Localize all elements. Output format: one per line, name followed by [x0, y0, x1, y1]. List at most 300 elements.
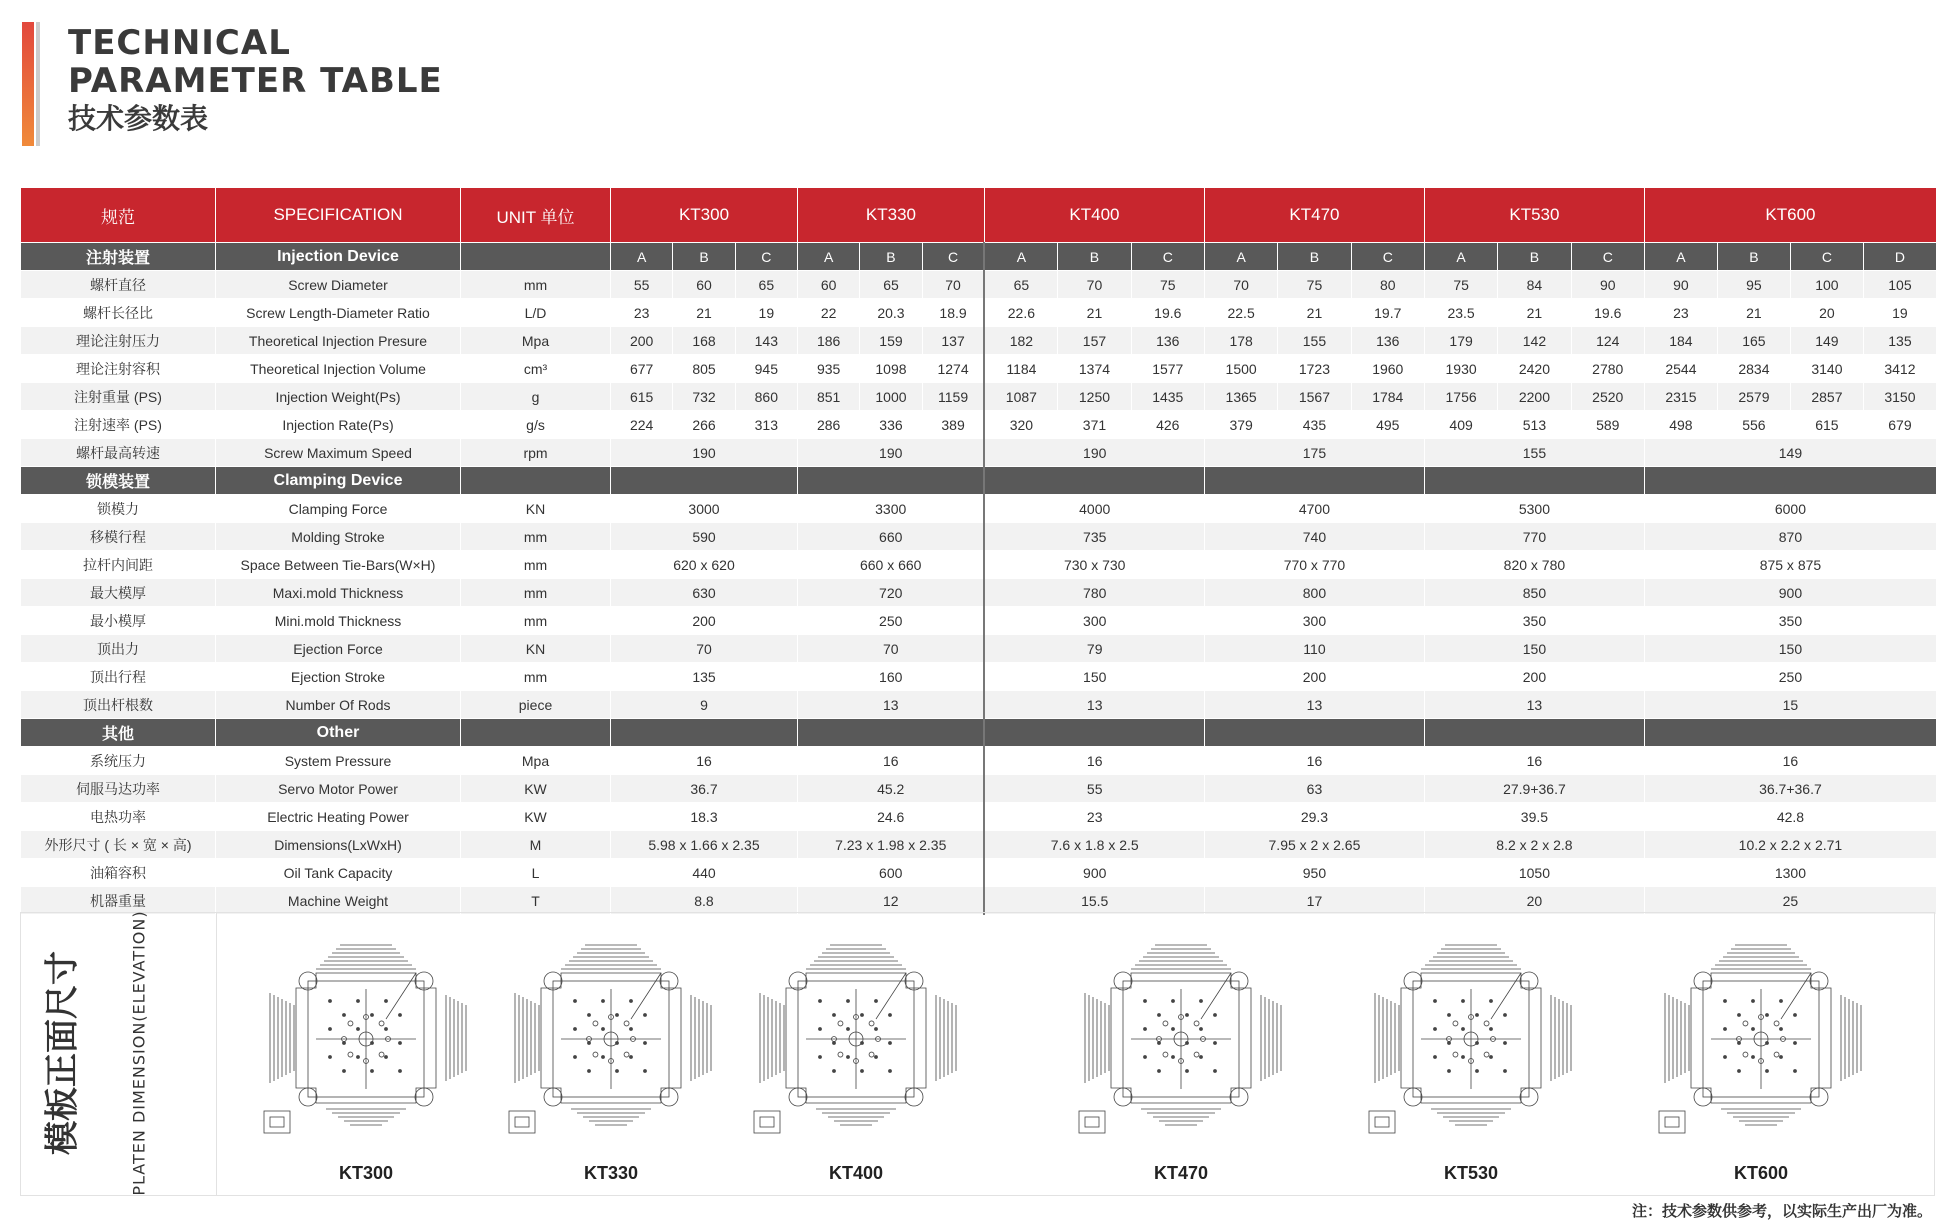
value-cell: 615 — [611, 383, 673, 411]
variant-label: B — [1498, 243, 1571, 271]
value-cell: 770 x 770 — [1204, 551, 1424, 579]
row-label-cn: 拉杆内间距 — [21, 551, 216, 579]
row-label-cn: 系统压力 — [21, 747, 216, 775]
row-unit: g/s — [461, 411, 611, 439]
footnote: 注：技术参数供参考，以实际生产出厂为准。 — [1631, 1202, 1932, 1220]
value-cell: 1435 — [1131, 383, 1204, 411]
value-cell: 1577 — [1131, 355, 1204, 383]
header-specification: SPECIFICATION — [216, 188, 461, 243]
value-cell: 224 — [611, 411, 673, 439]
value-cell: 155 — [1278, 327, 1351, 355]
value-cell: 720 — [797, 579, 984, 607]
value-cell: 250 — [797, 607, 984, 635]
value-cell: 19.7 — [1351, 299, 1424, 327]
value-cell: 589 — [1571, 411, 1644, 439]
value-cell: 100 — [1790, 271, 1863, 299]
value-cell: 24.6 — [797, 803, 984, 831]
value-cell: 149 — [1790, 327, 1863, 355]
value-cell: 13 — [984, 691, 1204, 719]
value-cell: 184 — [1644, 327, 1717, 355]
platen-caption: KT530 — [1443, 1163, 1499, 1183]
page-title — [68, 24, 443, 138]
platen-caption: KT330 — [583, 1163, 639, 1183]
title-accent-stripe — [36, 22, 40, 146]
value-cell: 1756 — [1424, 383, 1497, 411]
row-unit: mm — [461, 607, 611, 635]
value-cell: 660 — [797, 523, 984, 551]
value-cell: 25 — [1644, 887, 1936, 915]
value-cell: 36.7+36.7 — [1644, 775, 1936, 803]
value-cell: 495 — [1351, 411, 1424, 439]
row-label-en: Servo Motor Power — [216, 775, 461, 803]
value-cell: 16 — [611, 747, 798, 775]
title-cn: 技术参数表 — [68, 102, 209, 135]
section-blank-cell — [797, 719, 984, 747]
value-cell: 5300 — [1424, 495, 1644, 523]
value-cell: 75 — [1424, 271, 1497, 299]
value-cell: 379 — [1204, 411, 1277, 439]
value-cell: 860 — [735, 383, 797, 411]
row-label-cn: 顶出杆根数 — [21, 691, 216, 719]
value-cell: 2520 — [1571, 383, 1644, 411]
value-cell: 124 — [1571, 327, 1644, 355]
value-cell: 70 — [1058, 271, 1131, 299]
row-unit: KN — [461, 495, 611, 523]
row-label-en: Theoretical Injection Volume — [216, 355, 461, 383]
value-cell: 409 — [1424, 411, 1497, 439]
table-row — [21, 327, 1937, 355]
section-title-en: Clamping Device — [216, 467, 461, 495]
row-unit: L — [461, 859, 611, 887]
value-cell: 190 — [797, 439, 984, 467]
variant-label: A — [1424, 243, 1497, 271]
value-cell: 200 — [1424, 663, 1644, 691]
value-cell: 350 — [1424, 607, 1644, 635]
value-cell: 16 — [984, 747, 1204, 775]
value-cell: 3300 — [797, 495, 984, 523]
variant-label: C — [922, 243, 984, 271]
value-cell: 513 — [1498, 411, 1571, 439]
value-cell: 740 — [1204, 523, 1424, 551]
value-cell: 1365 — [1204, 383, 1277, 411]
header-model-kt470: KT470 — [1204, 188, 1424, 243]
value-cell: 190 — [611, 439, 798, 467]
value-cell: 23 — [1644, 299, 1717, 327]
variant-label: B — [860, 243, 922, 271]
section-title-cn: 其他 — [21, 719, 216, 747]
section-unit-blank — [461, 719, 611, 747]
value-cell: 4700 — [1204, 495, 1424, 523]
platen-drawing-kt530 — [1351, 933, 1591, 1193]
value-cell: 179 — [1424, 327, 1497, 355]
variant-label: C — [735, 243, 797, 271]
row-label-cn: 顶出行程 — [21, 663, 216, 691]
section-header-row — [21, 243, 1937, 271]
value-cell: 9 — [611, 691, 798, 719]
row-label-en: Oil Tank Capacity — [216, 859, 461, 887]
value-cell: 336 — [860, 411, 922, 439]
table-row — [21, 775, 1937, 803]
section-blank-cell — [984, 719, 1204, 747]
value-cell: 1374 — [1058, 355, 1131, 383]
value-cell: 21 — [673, 299, 735, 327]
value-cell: 22 — [797, 299, 859, 327]
value-cell: 200 — [1204, 663, 1424, 691]
value-cell: 8.8 — [611, 887, 798, 915]
value-cell: 2834 — [1717, 355, 1790, 383]
row-label-en: Ejection Stroke — [216, 663, 461, 691]
table-row — [21, 635, 1937, 663]
value-cell: 19 — [1863, 299, 1936, 327]
value-cell: 3412 — [1863, 355, 1936, 383]
section-blank-cell — [1424, 467, 1644, 495]
value-cell: 65 — [735, 271, 797, 299]
section-blank-cell — [611, 719, 798, 747]
value-cell: 1098 — [860, 355, 922, 383]
value-cell: 70 — [922, 271, 984, 299]
value-cell: 5.98 x 1.66 x 2.35 — [611, 831, 798, 859]
value-cell: 2857 — [1790, 383, 1863, 411]
table-row — [21, 355, 1937, 383]
row-unit: mm — [461, 663, 611, 691]
value-cell: 1184 — [984, 355, 1057, 383]
platen-drawing-kt300 — [246, 933, 486, 1193]
value-cell: 200 — [611, 327, 673, 355]
value-cell: 15 — [1644, 691, 1936, 719]
value-cell: 137 — [922, 327, 984, 355]
value-cell: 55 — [611, 271, 673, 299]
value-cell: 22.6 — [984, 299, 1057, 327]
value-cell: 1930 — [1424, 355, 1497, 383]
row-label-cn: 注射速率 (PS) — [21, 411, 216, 439]
value-cell: 1960 — [1351, 355, 1424, 383]
title-line-1: TECHNICAL — [68, 23, 291, 63]
platen-diagram-icon — [1351, 933, 1591, 1158]
value-cell: 105 — [1863, 271, 1936, 299]
value-cell: 70 — [611, 635, 798, 663]
value-cell: 2200 — [1498, 383, 1571, 411]
value-cell: 65 — [984, 271, 1057, 299]
value-cell: 3000 — [611, 495, 798, 523]
value-cell: 19 — [735, 299, 797, 327]
value-cell: 17 — [1204, 887, 1424, 915]
section-blank-cell — [1644, 719, 1936, 747]
value-cell: 21 — [1498, 299, 1571, 327]
row-unit: KW — [461, 803, 611, 831]
value-cell: 300 — [984, 607, 1204, 635]
row-unit: mm — [461, 579, 611, 607]
table-row — [21, 887, 1937, 915]
value-cell: 18.3 — [611, 803, 798, 831]
value-cell: 679 — [1863, 411, 1936, 439]
row-label-en: Mini.mold Thickness — [216, 607, 461, 635]
row-label-en: Maxi.mold Thickness — [216, 579, 461, 607]
table-row — [21, 579, 1937, 607]
title-accent-bar — [22, 22, 34, 146]
row-label-cn: 伺服马达功率 — [21, 775, 216, 803]
section-title-cn: 注射装置 — [21, 243, 216, 271]
value-cell: 150 — [984, 663, 1204, 691]
value-cell: 286 — [797, 411, 859, 439]
value-cell: 200 — [611, 607, 798, 635]
row-unit: g — [461, 383, 611, 411]
row-unit: T — [461, 887, 611, 915]
row-unit: mm — [461, 551, 611, 579]
value-cell: 90 — [1571, 271, 1644, 299]
value-cell: 1050 — [1424, 859, 1644, 887]
value-cell: 4000 — [984, 495, 1204, 523]
value-cell: 22.5 — [1204, 299, 1277, 327]
table-row — [21, 831, 1937, 859]
value-cell: 435 — [1278, 411, 1351, 439]
table-row — [21, 859, 1937, 887]
value-cell: 250 — [1644, 663, 1936, 691]
row-unit: Mpa — [461, 747, 611, 775]
value-cell: 7.23 x 1.98 x 2.35 — [797, 831, 984, 859]
variant-label: A — [1644, 243, 1717, 271]
value-cell: 23 — [984, 803, 1204, 831]
table-row — [21, 383, 1937, 411]
value-cell: 21 — [1278, 299, 1351, 327]
value-cell: 735 — [984, 523, 1204, 551]
value-cell: 1500 — [1204, 355, 1277, 383]
header-model-kt330: KT330 — [797, 188, 984, 243]
value-cell: 15.5 — [984, 887, 1204, 915]
row-unit: mm — [461, 271, 611, 299]
platen-caption: KT400 — [828, 1163, 884, 1183]
value-cell: 20.3 — [860, 299, 922, 327]
row-label-cn: 油箱容积 — [21, 859, 216, 887]
value-cell: 950 — [1204, 859, 1424, 887]
table-row — [21, 607, 1937, 635]
table-row — [21, 299, 1937, 327]
value-cell: 1250 — [1058, 383, 1131, 411]
value-cell: 84 — [1498, 271, 1571, 299]
value-cell: 320 — [984, 411, 1057, 439]
table-row — [21, 747, 1937, 775]
value-cell: 143 — [735, 327, 797, 355]
value-cell: 63 — [1204, 775, 1424, 803]
row-unit: KN — [461, 635, 611, 663]
value-cell: 60 — [673, 271, 735, 299]
section-header-row — [21, 467, 1937, 495]
value-cell: 168 — [673, 327, 735, 355]
value-cell: 498 — [1644, 411, 1717, 439]
value-cell: 900 — [1644, 579, 1936, 607]
value-cell: 850 — [1424, 579, 1644, 607]
value-cell: 2544 — [1644, 355, 1717, 383]
value-cell: 313 — [735, 411, 797, 439]
value-cell: 935 — [797, 355, 859, 383]
platen-diagram-icon — [1061, 933, 1301, 1158]
value-cell: 20 — [1424, 887, 1644, 915]
value-cell: 660 x 660 — [797, 551, 984, 579]
section-blank-cell — [797, 467, 984, 495]
value-cell: 155 — [1424, 439, 1644, 467]
value-cell: 136 — [1131, 327, 1204, 355]
value-cell: 178 — [1204, 327, 1277, 355]
header-unit: UNIT 单位 — [461, 188, 611, 243]
value-cell: 42.8 — [1644, 803, 1936, 831]
row-label-en: Number Of Rods — [216, 691, 461, 719]
value-cell: 620 x 620 — [611, 551, 798, 579]
value-cell: 630 — [611, 579, 798, 607]
header-model-kt530: KT530 — [1424, 188, 1644, 243]
value-cell: 1000 — [860, 383, 922, 411]
value-cell: 1567 — [1278, 383, 1351, 411]
value-cell: 150 — [1424, 635, 1644, 663]
row-label-en: Dimensions(LxWxH) — [216, 831, 461, 859]
value-cell: 12 — [797, 887, 984, 915]
row-label-en: Ejection Force — [216, 635, 461, 663]
section-header-row — [21, 719, 1937, 747]
value-cell: 556 — [1717, 411, 1790, 439]
row-unit: KW — [461, 775, 611, 803]
header-model-kt600: KT600 — [1644, 188, 1936, 243]
value-cell: 16 — [1424, 747, 1644, 775]
value-cell: 75 — [1278, 271, 1351, 299]
table-row — [21, 663, 1937, 691]
row-label-en: Injection Weight(Ps) — [216, 383, 461, 411]
table-row — [21, 551, 1937, 579]
row-unit: rpm — [461, 439, 611, 467]
row-unit: M — [461, 831, 611, 859]
platen-diagram-icon — [736, 933, 976, 1158]
variant-label: A — [611, 243, 673, 271]
row-label-cn: 螺杆最高转速 — [21, 439, 216, 467]
header-cn-spec: 规范 — [21, 188, 216, 243]
value-cell: 389 — [922, 411, 984, 439]
row-unit: piece — [461, 691, 611, 719]
table-row — [21, 439, 1937, 467]
row-unit: Mpa — [461, 327, 611, 355]
variant-label: C — [1131, 243, 1204, 271]
variant-label: C — [1571, 243, 1644, 271]
value-cell: 19.6 — [1131, 299, 1204, 327]
table-header-row — [21, 188, 1937, 243]
row-unit: L/D — [461, 299, 611, 327]
value-cell: 90 — [1644, 271, 1717, 299]
value-cell: 13 — [797, 691, 984, 719]
table-row — [21, 271, 1937, 299]
row-unit: cm³ — [461, 355, 611, 383]
table-row — [21, 411, 1937, 439]
value-cell: 805 — [673, 355, 735, 383]
row-label-cn: 外形尺寸 ( 长 × 宽 × 高) — [21, 831, 216, 859]
platen-drawing-kt600 — [1641, 933, 1881, 1193]
value-cell: 1087 — [984, 383, 1057, 411]
value-cell: 600 — [797, 859, 984, 887]
value-cell: 770 — [1424, 523, 1644, 551]
variant-label: D — [1863, 243, 1936, 271]
value-cell: 29.3 — [1204, 803, 1424, 831]
section-title-en: Injection Device — [216, 243, 461, 271]
value-cell: 2420 — [1498, 355, 1571, 383]
row-label-en: Screw Maximum Speed — [216, 439, 461, 467]
value-cell: 1723 — [1278, 355, 1351, 383]
value-cell: 186 — [797, 327, 859, 355]
variant-label: B — [1058, 243, 1131, 271]
header-model-kt300: KT300 — [611, 188, 798, 243]
value-cell: 23.5 — [1424, 299, 1497, 327]
row-label-cn: 机器重量 — [21, 887, 216, 915]
value-cell: 266 — [673, 411, 735, 439]
table-row — [21, 691, 1937, 719]
platen-diagram-icon — [491, 933, 731, 1158]
platen-caption: KT600 — [1733, 1163, 1789, 1183]
value-cell: 16 — [797, 747, 984, 775]
value-cell: 2315 — [1644, 383, 1717, 411]
value-cell: 55 — [984, 775, 1204, 803]
value-cell: 70 — [1204, 271, 1277, 299]
section-unit-blank — [461, 467, 611, 495]
value-cell: 875 x 875 — [1644, 551, 1936, 579]
row-label-en: Space Between Tie-Bars(W×H) — [216, 551, 461, 579]
value-cell: 13 — [1204, 691, 1424, 719]
value-cell: 2579 — [1717, 383, 1790, 411]
value-cell: 426 — [1131, 411, 1204, 439]
section-blank-cell — [984, 467, 1204, 495]
row-label-en: Injection Rate(Ps) — [216, 411, 461, 439]
value-cell: 36.7 — [611, 775, 798, 803]
value-cell: 23 — [611, 299, 673, 327]
value-cell: 19.6 — [1571, 299, 1644, 327]
platen-drawing-kt400 — [736, 933, 976, 1193]
section-blank-cell — [1204, 467, 1424, 495]
value-cell: 75 — [1131, 271, 1204, 299]
value-cell: 1159 — [922, 383, 984, 411]
value-cell: 2780 — [1571, 355, 1644, 383]
table-row — [21, 523, 1937, 551]
row-unit: mm — [461, 523, 611, 551]
variant-label: A — [797, 243, 859, 271]
section-blank-cell — [1424, 719, 1644, 747]
value-cell: 371 — [1058, 411, 1131, 439]
platen-label — [21, 910, 217, 1196]
title-line-2: PARAMETER TABLE — [68, 61, 443, 101]
platen-caption: KT300 — [338, 1163, 394, 1183]
value-cell: 3140 — [1790, 355, 1863, 383]
value-cell: 27.9+36.7 — [1424, 775, 1644, 803]
row-label-cn: 螺杆长径比 — [21, 299, 216, 327]
row-label-en: Clamping Force — [216, 495, 461, 523]
row-label-cn: 最大模厚 — [21, 579, 216, 607]
platen-diagram-icon — [246, 933, 486, 1158]
variant-label: C — [1790, 243, 1863, 271]
section-blank-cell — [1204, 719, 1424, 747]
platen-label-cn: 模板正面尺寸 — [42, 951, 83, 1155]
platen-diagram-icon — [1641, 933, 1881, 1158]
row-label-en: Molding Stroke — [216, 523, 461, 551]
variant-label: C — [1351, 243, 1424, 271]
value-cell: 149 — [1644, 439, 1936, 467]
value-cell: 136 — [1351, 327, 1424, 355]
value-cell: 13 — [1424, 691, 1644, 719]
row-label-cn: 螺杆直径 — [21, 271, 216, 299]
variant-label: B — [1278, 243, 1351, 271]
value-cell: 110 — [1204, 635, 1424, 663]
section-title-cn: 锁模装置 — [21, 467, 216, 495]
variant-label: B — [673, 243, 735, 271]
value-cell: 870 — [1644, 523, 1936, 551]
value-cell: 142 — [1498, 327, 1571, 355]
section-blank-cell — [1644, 467, 1936, 495]
value-cell: 160 — [797, 663, 984, 691]
row-label-cn: 注射重量 (PS) — [21, 383, 216, 411]
row-label-en: Theoretical Injection Presure — [216, 327, 461, 355]
value-cell: 150 — [1644, 635, 1936, 663]
value-cell: 1300 — [1644, 859, 1936, 887]
